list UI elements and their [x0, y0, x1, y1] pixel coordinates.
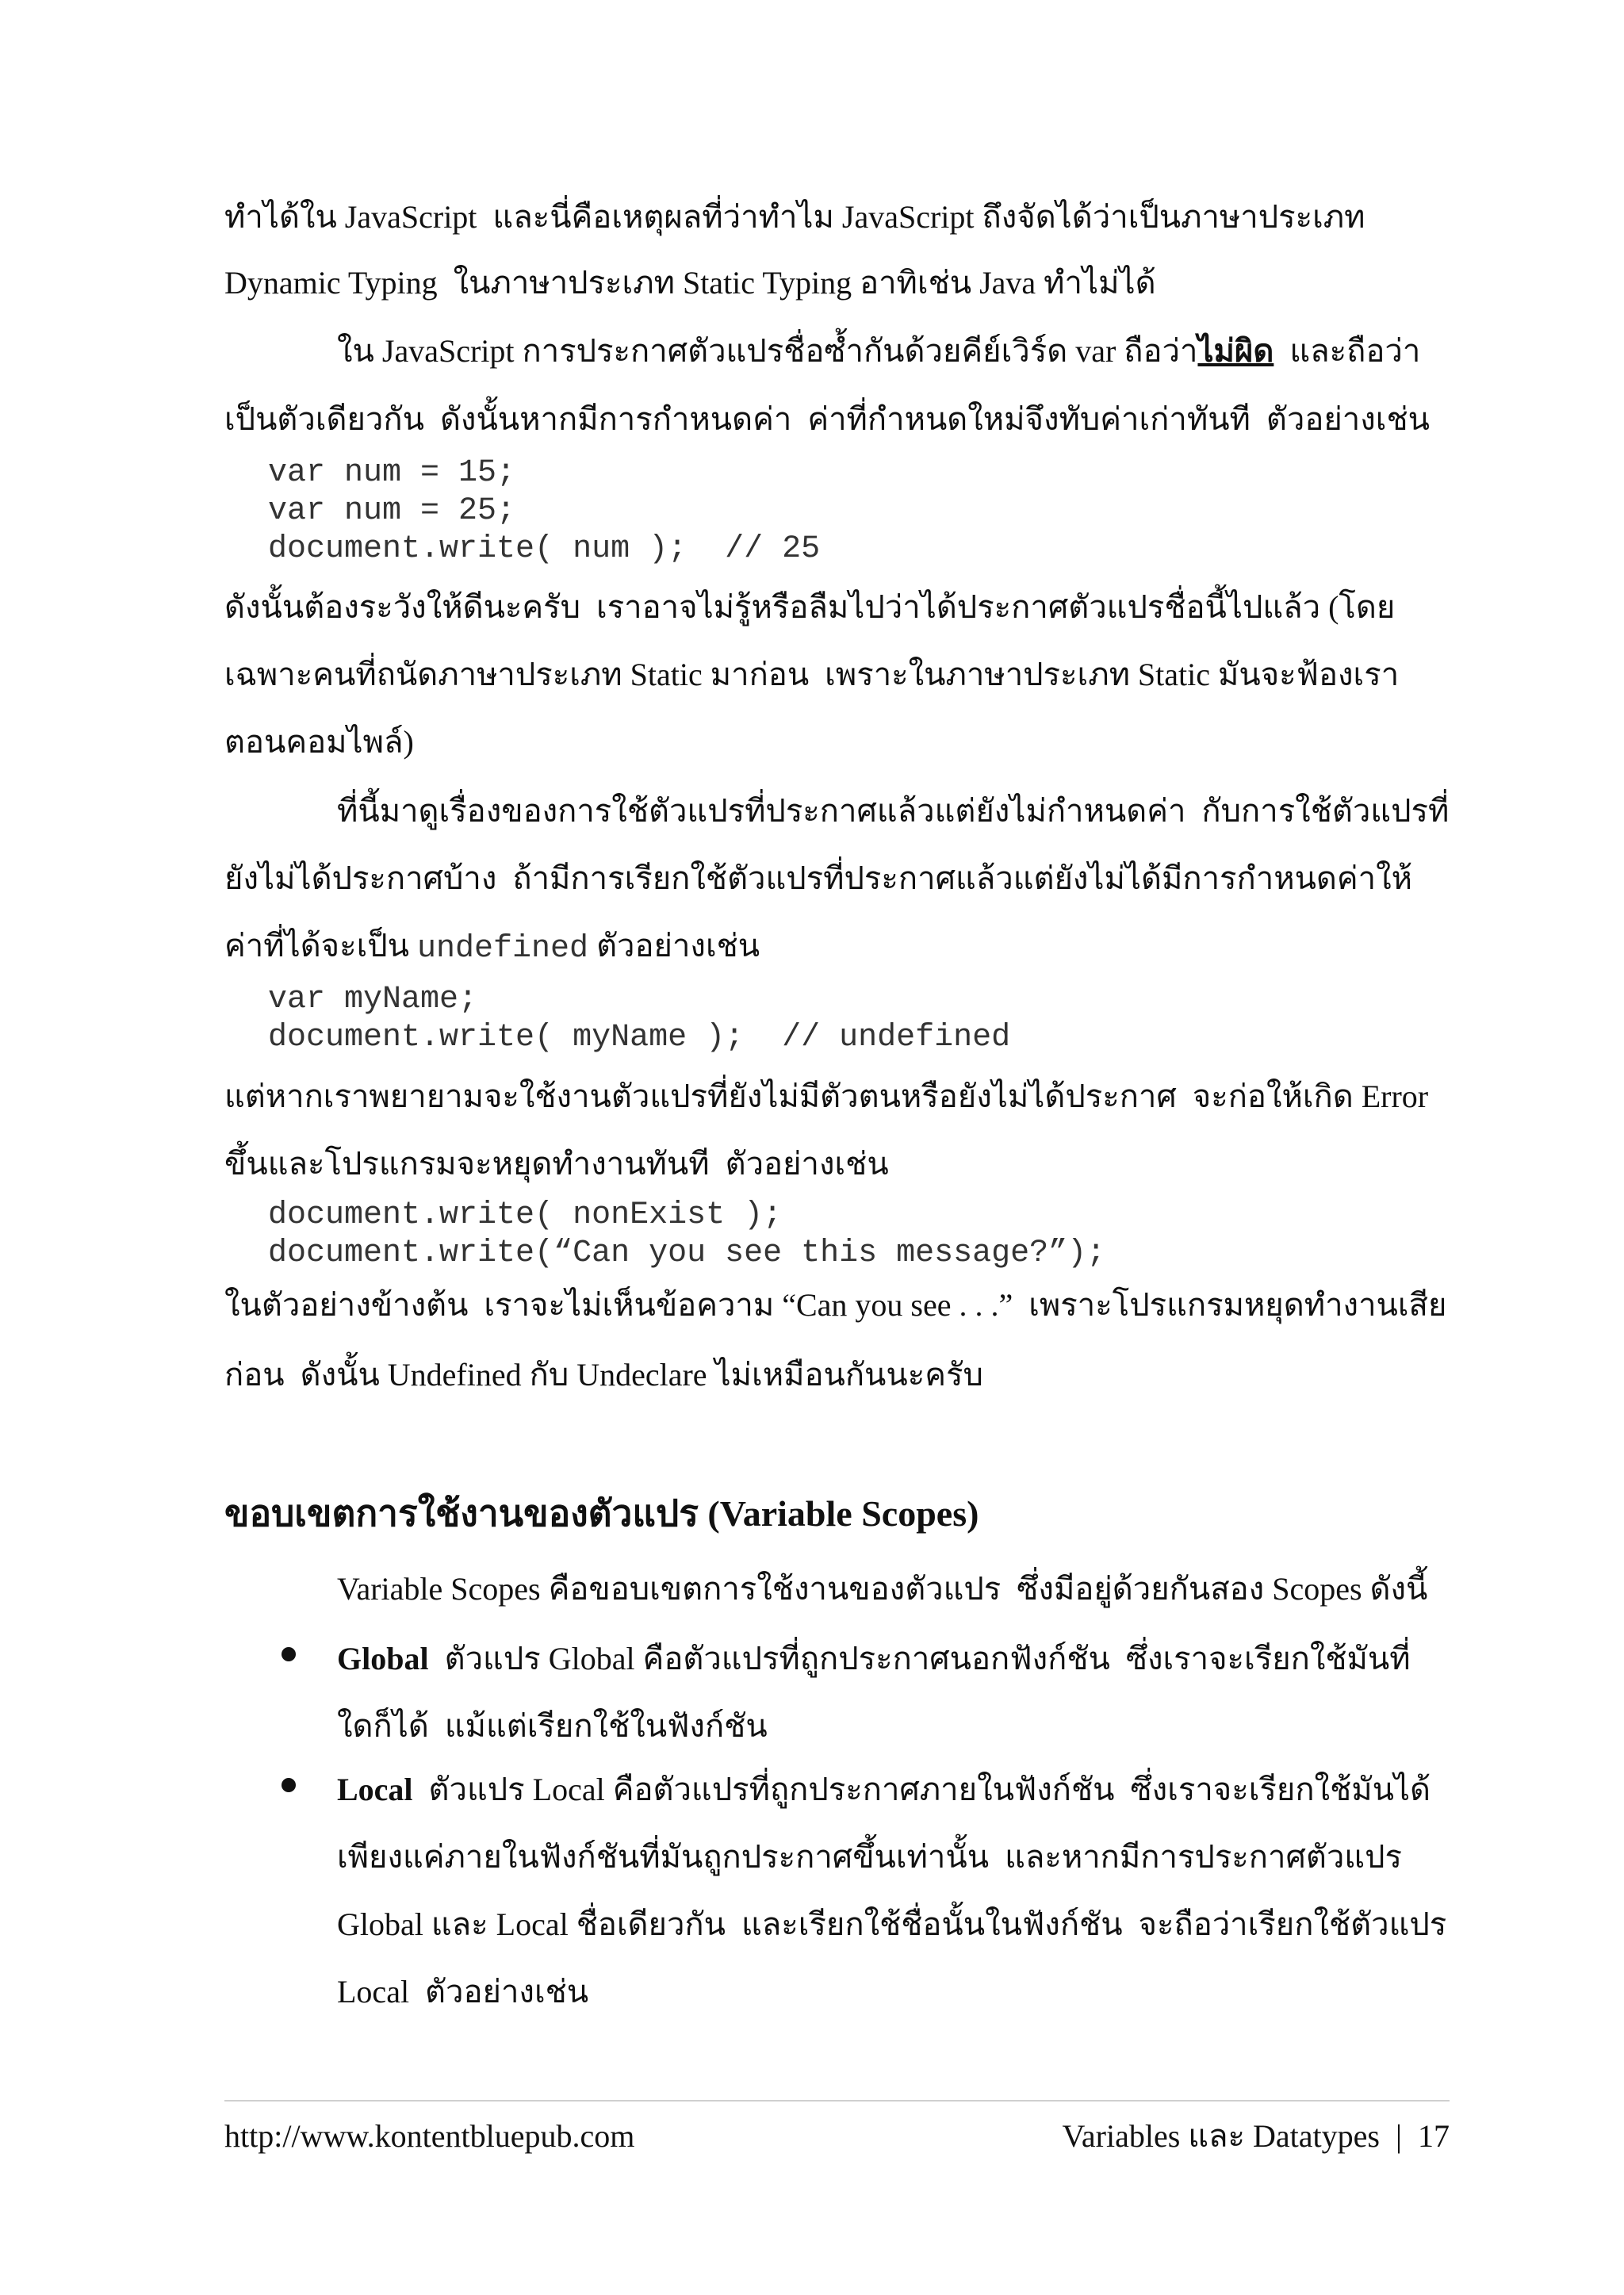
- global-term: Global: [337, 1641, 429, 1676]
- paragraph-2-text-end: และถือว่า: [1274, 333, 1421, 369]
- footer-url: http://www.kontentbluepub.com: [224, 2118, 635, 2154]
- emphasis-not-wrong: ไม่ผิด: [1197, 333, 1274, 369]
- paragraph-2-line-2: เป็นตัวเดียวกัน ดังนั้นหากมีการกำหนดค่า ค่าที่กำหนดใหม่จึงทับค่าเก่าทันที ตัวอย่างเช่น: [224, 401, 1430, 437]
- paragraph-1-line-1: ทำได้ใน JavaScript และนี่คือเหตุผลที่ว่าทำไม JavaScript ถึงจัดได้ว่าเป็นภาษาประเภท: [224, 199, 1365, 235]
- section-heading: ขอบเขตการใช้งานของตัวแปร (Variable Scopes): [224, 1493, 979, 1534]
- code-line: var num = 15;: [268, 455, 516, 491]
- local-item-line-2: เพียงแค่ภายในฟังก์ชันที่มันถูกประกาศขึ้นเท่านั้น และหากมีการประกาศตัวแปร: [337, 1839, 1402, 1875]
- paragraph-6-line-1: ในตัวอย่างข้างต้น เราจะไม่เห็นข้อความ “Can you see . . .” เพราะโปรแกรมหยุดทำงานเสีย: [224, 1287, 1447, 1323]
- paragraph-2-line-1: [337, 329, 1420, 374]
- code-line: document.write( nonExist );: [268, 1197, 783, 1233]
- paragraph-3-line-1: ดังนั้นต้องระวังให้ดีนะครับ เราอาจไม่รู้หรือลืมไปว่าได้ประกาศตัวแปรชื่อนี้ไปแล้ว (โดย: [224, 589, 1396, 625]
- footer-page-info: [1062, 2114, 1450, 2159]
- local-description: ตัวแปร Local คือตัวแปรที่ถูกประกาศภายในฟังก์ชัน ซึ่งเราจะเรียกใช้มันได้: [412, 1772, 1431, 1807]
- code-line: var myName;: [268, 982, 478, 1017]
- local-item-line-1: [337, 1768, 1431, 1812]
- code-line: document.write( num ); // 25: [268, 531, 821, 567]
- bullet-icon: [282, 1647, 296, 1661]
- section-intro: Variable Scopes คือขอบเขตการใช้งานของตัวแปร ซึ่งมีอยู่ด้วยกันสอง Scopes ดังนี้: [337, 1571, 1428, 1607]
- global-description: ตัวแปร Global คือตัวแปรที่ถูกประกาศนอกฟังก์ชัน ซึ่งเราจะเรียกใช้มันที่: [428, 1641, 1411, 1676]
- paragraph-6-line-2: ก่อน ดังนั้น Undefined กับ Undeclare ไม่เหมือนกันนะครับ: [224, 1357, 983, 1393]
- bullet-icon: [282, 1778, 296, 1792]
- footer-divider: [224, 2100, 1450, 2102]
- global-item-line-2: ใดก็ได้ แม้แต่เรียกใช้ในฟังก์ชัน: [337, 1708, 768, 1744]
- paragraph-3-line-2: เฉพาะคนที่ถนัดภาษาประเภท Static มาก่อน เพราะในภาษาประเภท Static มันจะฟ้องเรา: [224, 657, 1400, 692]
- local-item-line-3: Global และ Local ชื่อเดียวกัน และเรียกใช้ชื่อนั้นในฟังก์ชัน จะถือว่าเรียกใช้ตัวแปร: [337, 1906, 1447, 1942]
- code-line: document.write( myName ); // undefined: [268, 1020, 1011, 1056]
- paragraph-4-line-3: [224, 924, 760, 971]
- footer-separator: |: [1395, 2118, 1402, 2154]
- code-line: var num = 25;: [268, 493, 516, 529]
- code-line: document.write(“Can you see this message?”);: [268, 1236, 1106, 1271]
- local-term: Local: [337, 1772, 413, 1807]
- page-number: 17: [1418, 2118, 1450, 2154]
- paragraph-4-text: ค่าที่ได้จะเป็น: [224, 928, 418, 964]
- global-item-line-1: [337, 1637, 1411, 1681]
- paragraph-5-line-1: แต่หากเราพยายามจะใช้งานตัวแปรที่ยังไม่มีตัวตนหรือยังไม่ได้ประกาศ จะก่อให้เกิด Error: [224, 1079, 1429, 1114]
- paragraph-4-line-2: ยังไม่ได้ประกาศบ้าง ถ้ามีการเรียกใช้ตัวแปรที่ประกาศแล้วแต่ยังไม่ได้มีการกำหนดค่าให้: [224, 860, 1413, 896]
- paragraph-4-text-end: ตัวอย่างเช่น: [588, 928, 760, 964]
- paragraph-4-line-1: ที่นี้มาดูเรื่องของการใช้ตัวแปรที่ประกาศแล้วแต่ยังไม่กำหนดค่า กับการใช้ตัวแปรที่: [337, 793, 1450, 829]
- footer-chapter: Variables และ Datatypes: [1062, 2118, 1380, 2154]
- local-item-line-4: Local ตัวอย่างเช่น: [337, 1974, 589, 2010]
- paragraph-1-line-2: Dynamic Typing ในภาษาประเภท Static Typing อาทิเช่น Java ทำไม่ได้: [224, 265, 1156, 301]
- inline-code-undefined: undefined: [417, 931, 589, 967]
- paragraph-3-line-3: ตอนคอมไพล์): [224, 724, 414, 760]
- paragraph-2-text: ใน JavaScript การประกาศตัวแปรชื่อซ้ำกันด้วยคีย์เวิร์ด var ถือว่า: [337, 333, 1198, 369]
- paragraph-5-line-2: ขึ้นและโปรแกรมจะหยุดทำงานทันที ตัวอย่างเช่น: [224, 1146, 889, 1182]
